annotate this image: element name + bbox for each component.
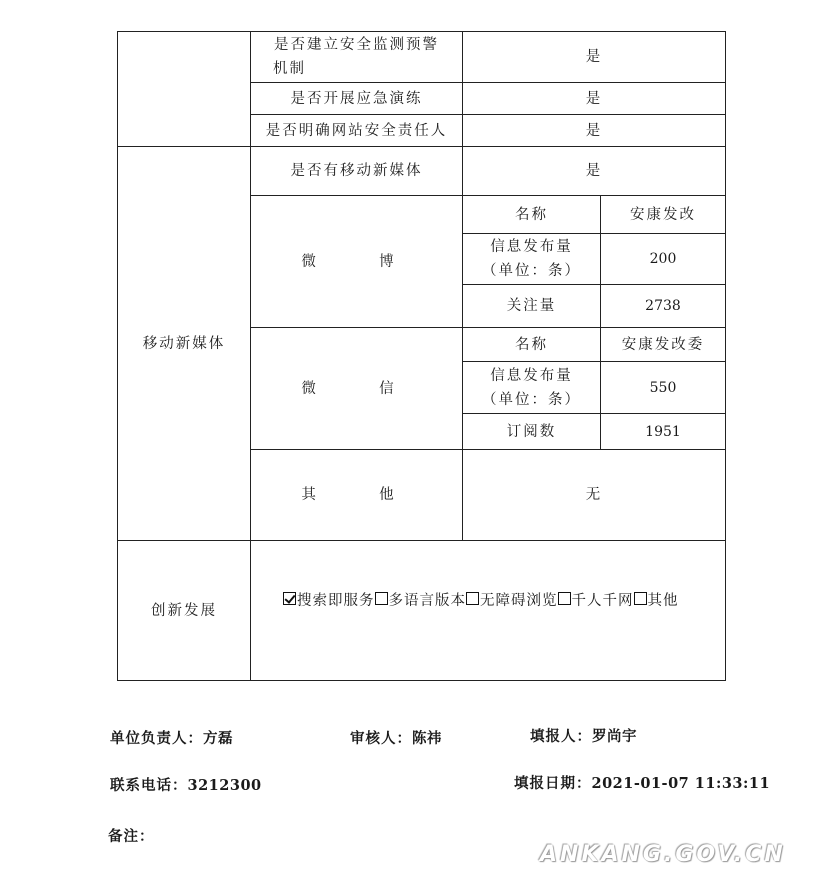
checkbox-icon[interactable] xyxy=(634,592,647,605)
innovation-options xyxy=(283,587,679,611)
fill-date: 填报日期：2021-01-07 11:33:11 xyxy=(514,775,771,792)
innovation-label: 创新发展 xyxy=(151,602,217,619)
mobile-has-value: 是 xyxy=(585,163,603,179)
weibo-publish-label: 信息发布量 （单位：条） xyxy=(482,239,581,279)
option-multilanguage[interactable]: 多语言版本 xyxy=(375,589,467,610)
filler: 填报人：罗尚宇 xyxy=(530,728,637,745)
checkbox-icon[interactable] xyxy=(375,592,388,605)
weixin-sub-label: 订阅数 xyxy=(506,423,557,440)
weixin-name-label: 名称 xyxy=(515,336,548,353)
checkbox-icon[interactable] xyxy=(558,592,571,605)
mobile-has-label: 是否有移动新媒体 xyxy=(290,163,423,179)
reviewer: 审核人：陈祎 xyxy=(350,730,442,747)
weixin-publish-value: 550 xyxy=(649,379,677,396)
row-drill-label: 是否开展应急演练 xyxy=(290,90,423,107)
other-label: 其 他 xyxy=(301,487,412,503)
remark: 备注： xyxy=(108,828,155,845)
row-monitor-label: 是否建立安全监测预警 机制 xyxy=(273,37,439,77)
weixin-label: 微 信 xyxy=(301,380,412,397)
weixin-publish-label: 信息发布量 （单位：条） xyxy=(482,367,581,408)
unit-head: 单位负责人：方磊 xyxy=(110,730,233,747)
weibo-name-label: 名称 xyxy=(515,206,548,223)
checkbox-icon[interactable] xyxy=(466,592,479,605)
weixin-sub-value: 1951 xyxy=(645,423,681,440)
option-other[interactable]: 其他 xyxy=(634,589,679,610)
row-responsible-label: 是否明确网站安全责任人 xyxy=(265,122,448,139)
watermark: ANKANG.GOV.CN xyxy=(540,842,786,867)
checkbox-checked-icon[interactable] xyxy=(283,592,296,605)
weixin-name-value: 安康发改委 xyxy=(621,336,705,353)
weibo-name-value: 安康发改 xyxy=(630,206,696,223)
option-accessibility[interactable]: 无障碍浏览 xyxy=(466,589,558,610)
weibo-publish-value: 200 xyxy=(649,251,677,267)
contact-phone: 联系电话：3212300 xyxy=(110,777,262,794)
row-monitor-value: 是 xyxy=(585,49,603,65)
option-search-service[interactable]: 搜索即服务 xyxy=(283,589,375,610)
option-personalized[interactable]: 千人千网 xyxy=(558,589,634,610)
weibo-follow-label: 关注量 xyxy=(506,298,557,314)
row-drill-value: 是 xyxy=(585,90,603,107)
weibo-follow-value: 2738 xyxy=(645,298,681,314)
other-value: 无 xyxy=(585,487,603,503)
weibo-label: 微 博 xyxy=(301,253,412,270)
row-responsible-value: 是 xyxy=(585,122,603,139)
mobile-section-label: 移动新媒体 xyxy=(142,335,226,352)
